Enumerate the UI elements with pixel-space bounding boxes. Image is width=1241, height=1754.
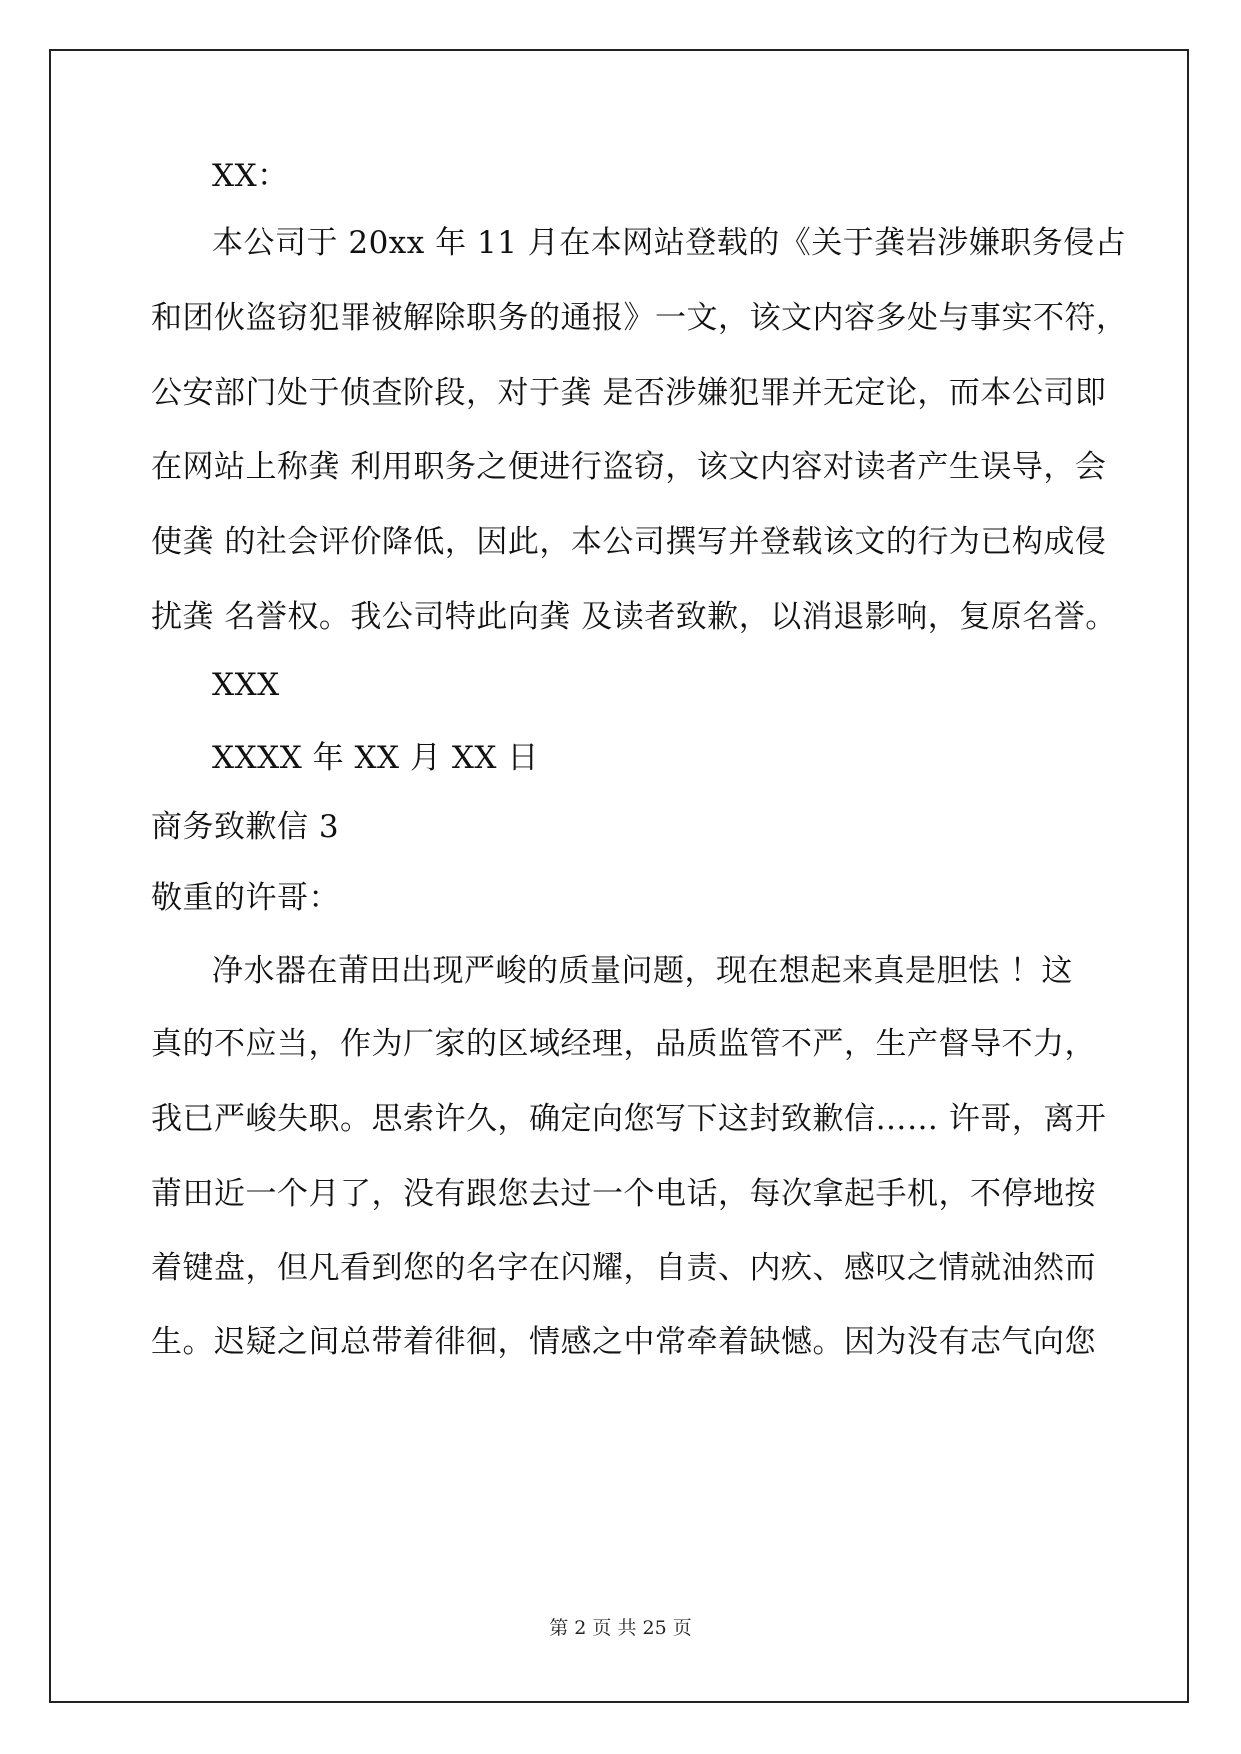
paragraph2-line-1: 净水器在莆田出现严峻的质量问题，现在想起来真是胆怯 ！这 [212, 953, 1073, 989]
paragraph1-line-6: 扰龚 名誉权。我公司特此向龚 及读者致歉，以消退影响，复原名誉。 [151, 599, 1117, 635]
paragraph2-line-6: 生。迟疑之间总带着徘徊，情感之中常牵着缺憾。因为没有志气向您 [151, 1324, 1096, 1360]
paragraph2-line-4: 莆田近一个月了，没有跟您去过一个电话，每次拿起手机，不停地按 [151, 1176, 1096, 1212]
date-line: XXXX 年 XX 月 XX 日 [212, 740, 539, 776]
paragraph1-line-4: 在网站上称龚 利用职务之便进行盗窃，该文内容对读者产生误导，会 [151, 449, 1107, 485]
letter-heading: 商务致歉信 3 [151, 809, 340, 845]
paragraph1-line-1: 本公司于 20xx 年 11 月在本网站登载的《关于龚岩涉嫌职务侵占 [212, 225, 1127, 261]
signature: XXX [212, 667, 280, 703]
paragraph1-line-5: 使龚 的社会评价降低，因此，本公司撰写并登载该文的行为已构成侵 [151, 524, 1107, 560]
greeting: 敬重的许哥： [151, 880, 340, 916]
paragraph1-line-2: 和团伙盗窃犯罪被解除职务的通报》一文，该文内容多处与事实不符， [151, 300, 1128, 336]
paragraph2-line-5: 着键盘，但凡看到您的名字在闪耀，自责、内疚、感叹之情就油然而 [151, 1250, 1096, 1286]
paragraph2-line-3: 我已严峻失职。思索许久，确定向您写下这封致歉信…… 许哥，离开 [151, 1101, 1107, 1137]
paragraph1-line-3: 公安部门处于侦查阶段，对于龚 是否涉嫌犯罪并无定论，而本公司即 [151, 375, 1107, 411]
paragraph2-line-2: 真的不应当，作为厂家的区域经理，品质监管不严，生产督导不力， [151, 1026, 1096, 1062]
page-number-footer: 第 2 页 共 25 页 [549, 1617, 692, 1639]
salutation: XX： [212, 158, 289, 194]
